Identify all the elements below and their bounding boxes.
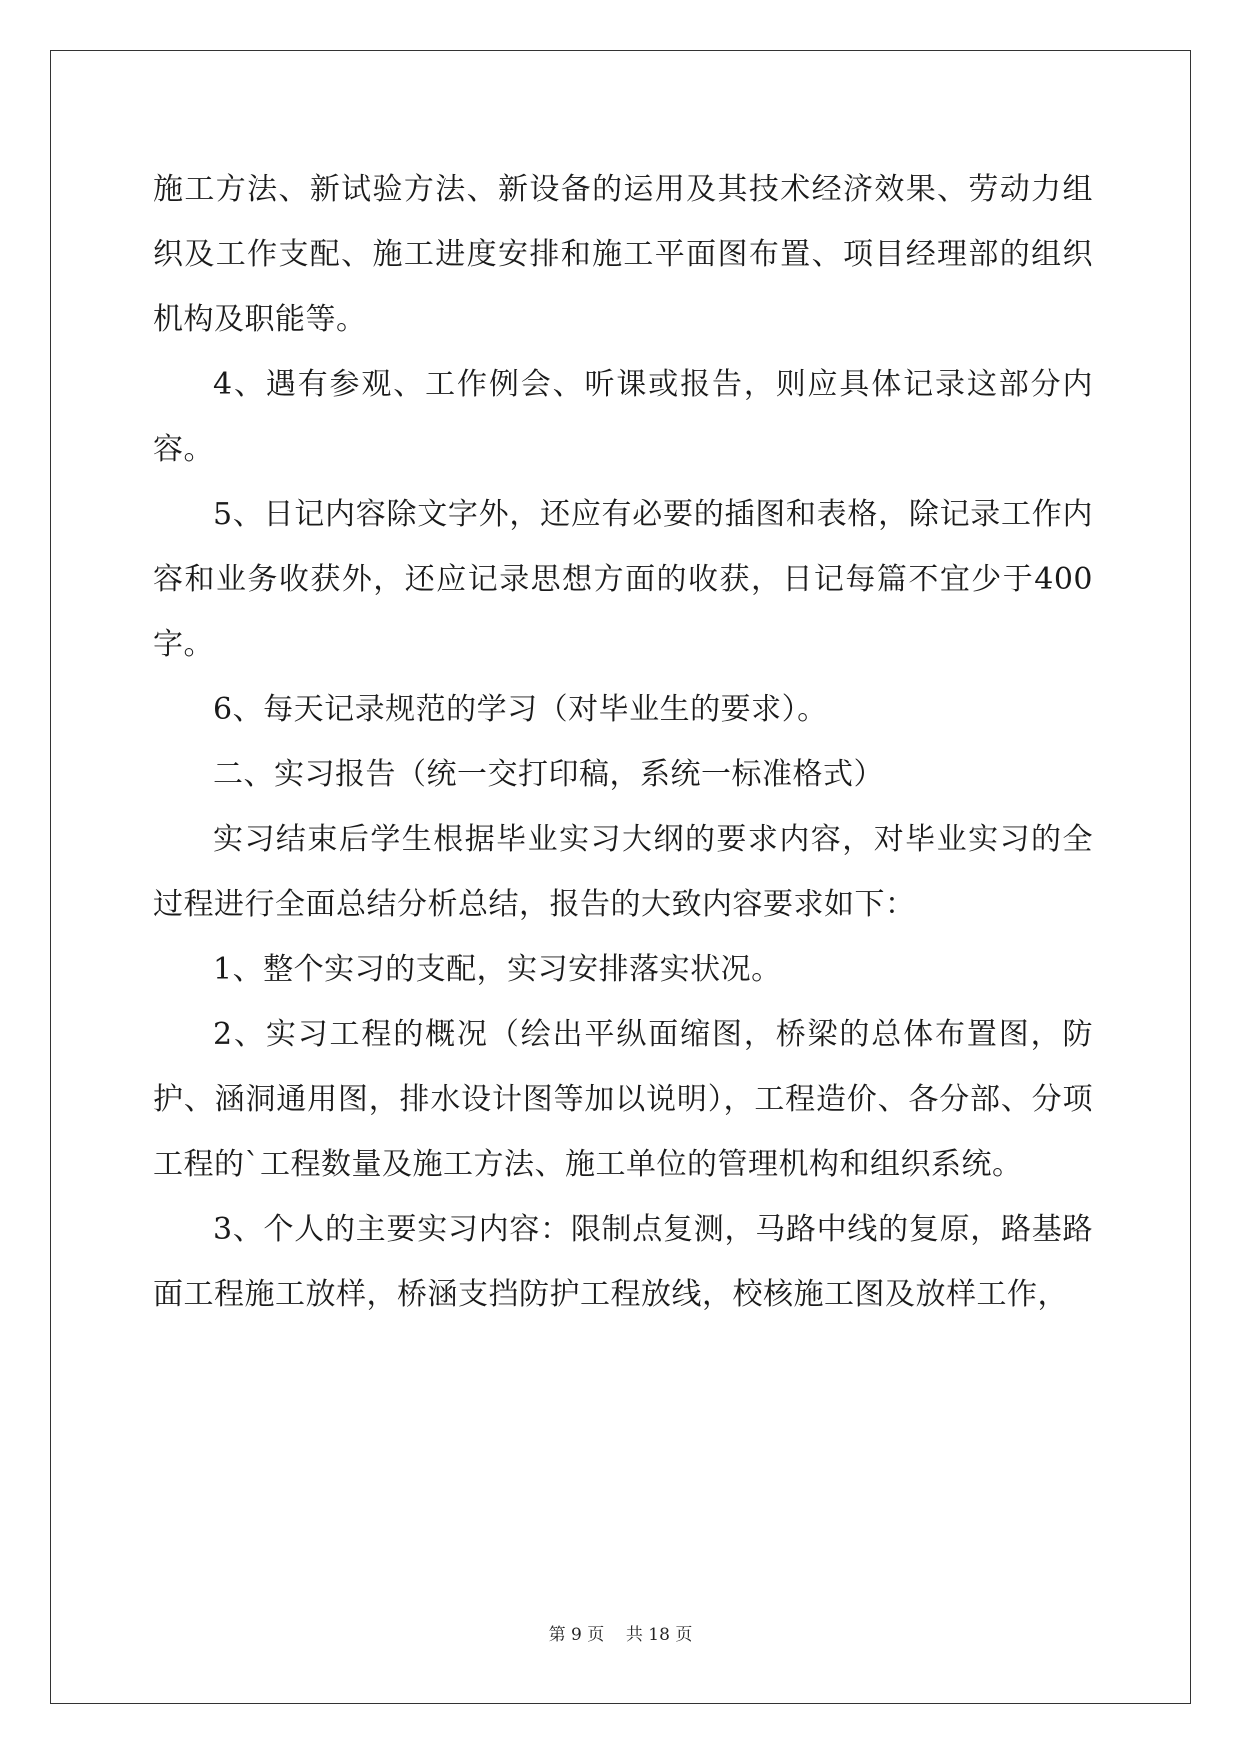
- paragraph-5: 二、实习报告（统一交打印稿，系统一标准格式）: [213, 757, 884, 792]
- paragraph-7: 1、整个实习的支配，实习安排落实状况。: [213, 952, 782, 987]
- paragraph-4: 6、每天记录规范的学习（对毕业生的要求）。: [213, 692, 828, 727]
- page-number-footer: 第 9 页 共 18 页: [548, 1625, 693, 1645]
- paragraph-2: 4、遇有参观、工作例会、听课或报告，则应具体记录这部分内容。: [153, 367, 1093, 467]
- paragraph-1: 施工方法、新试验方法、新设备的运用及其技术经济效果、劳动力组织及工作支配、施工进度安排和施工平面图布置、项目经理部的组织机构及职能等。: [153, 172, 1093, 337]
- paragraph-9: 3、个人的主要实习内容：限制点复测，马路中线的复原，路基路面工程施工放样，桥涵支挡防护工程放线，校核施工图及放样工作，: [153, 1212, 1093, 1312]
- paragraph-6: 实习结束后学生根据毕业实习大纲的要求内容，对毕业实习的全过程进行全面总结分析总结，报告的大致内容要求如下：: [153, 822, 1093, 922]
- document-body: [153, 157, 1093, 1327]
- paragraph-8: 2、实习工程的概况（绘出平纵面缩图，桥梁的总体布置图，防护、涵洞通用图，排水设计图等加以说明），工程造价、各分部、分项工程的`工程数量及施工方法、施工单位的管理机构和组织系统。: [153, 1017, 1093, 1182]
- paragraph-3: 5、日记内容除文字外，还应有必要的插图和表格，除记录工作内容和业务收获外，还应记录思想方面的收获，日记每篇不宜少于400字。: [153, 497, 1093, 662]
